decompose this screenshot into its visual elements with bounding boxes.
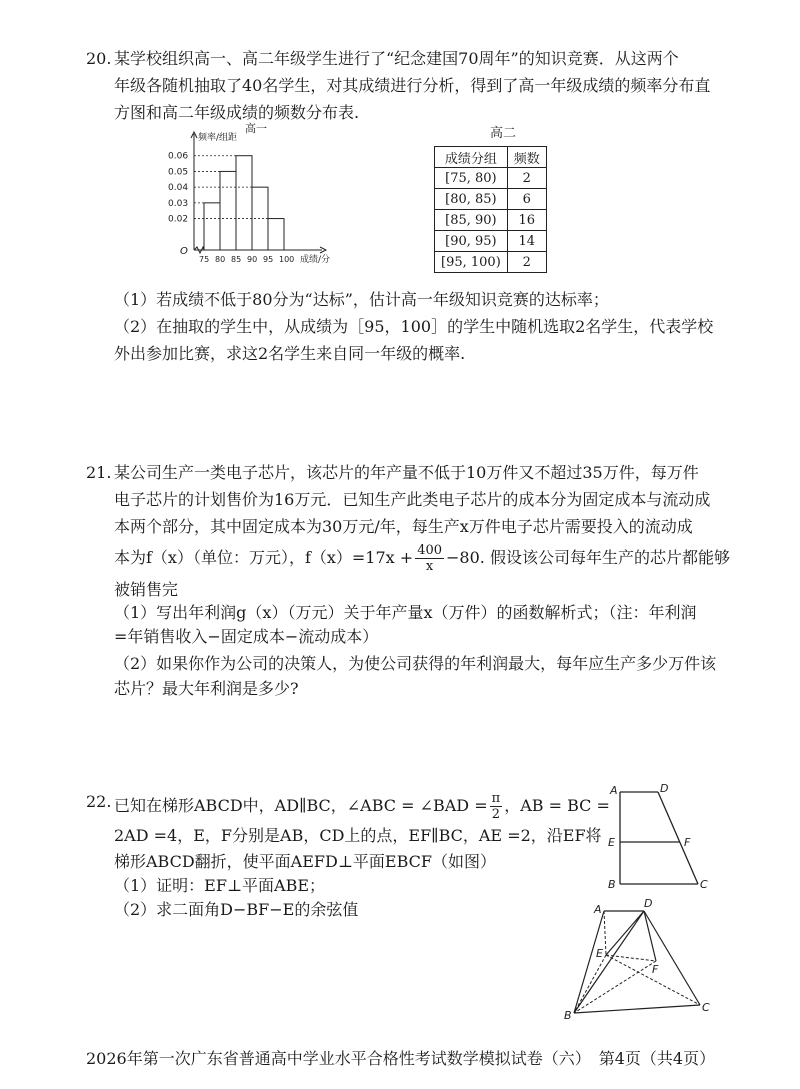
- y-tick-label: 0.03: [168, 198, 189, 209]
- label-B: B: [608, 878, 616, 890]
- q21-line-3: 本两个部分，其中固定成本为30万元/年，每生产x万件电子芯片需要投入的流动成: [114, 517, 693, 536]
- x-tick-label: 90: [247, 255, 258, 264]
- x-tick-label: 95: [263, 255, 274, 264]
- y-axis-label: 频率/组距: [198, 133, 238, 143]
- q22-frac-num: π: [491, 791, 501, 806]
- q20-line-2: 年级各随机抽取了40名学生，对其成绩进行分析，得到了高一年级成绩的频率分布直: [114, 76, 711, 95]
- label-E: E: [608, 836, 615, 849]
- q22-line-2: 2AD =4，E，F分别是AB，CD上的点，EF∥BC，AE =2，沿EF将: [114, 826, 602, 845]
- q21-sub2-line1: （2）如果你作为公司的决策人，为使公司获得的年利润最大，每年应生产多少万件该: [114, 654, 717, 673]
- q21-fraction: [415, 543, 444, 574]
- label-D: D: [644, 897, 653, 910]
- label-F: F: [684, 836, 691, 849]
- q20-number: 20.: [86, 49, 112, 68]
- edge-EB: [574, 955, 606, 1013]
- edge-AB: [574, 911, 604, 1013]
- edge-DC: [644, 911, 700, 1005]
- histogram-bar: [236, 156, 252, 250]
- q22-line-1: [114, 791, 610, 822]
- table-row: [435, 252, 547, 273]
- table-row: [435, 210, 547, 231]
- histogram-bar: [268, 219, 284, 250]
- q21-frac-num: 400: [417, 543, 443, 558]
- page-footer: 2026年第一次广东省普通高中学业水平合格性考试数学模拟试卷（六） 第4页（共4页）: [86, 1049, 716, 1068]
- q21-sub2-line2: 芯片？最大年利润是多少?: [114, 679, 299, 698]
- table-cell-group: [75, 80): [435, 168, 508, 189]
- table-cell-group: [90, 95): [435, 231, 508, 252]
- y-tick-label: 0.04: [168, 183, 189, 194]
- q22-frac-den: 2: [491, 807, 501, 822]
- q22-sub2: （2）求二面角D−BF−E的余弦值: [114, 900, 359, 919]
- q21-line4-part-a: 本为f（x）（单位：万元），f（x）=17x +: [114, 548, 414, 567]
- table-cell-group: [80, 85): [435, 189, 508, 210]
- q22-sub1: （1）证明：EF⊥平面ABE；: [114, 876, 326, 895]
- table-title: 高二: [490, 126, 517, 141]
- x-tick-label: 85: [231, 255, 242, 264]
- edge-FB: [574, 961, 656, 1013]
- label-A: A: [610, 784, 618, 797]
- table-cell-group: [95, 100): [435, 252, 508, 273]
- y-tick-label: 0.02: [168, 214, 189, 225]
- edge-DB: [574, 911, 644, 1013]
- q22-number: 22.: [86, 792, 112, 811]
- x-axis-label: 成绩/分: [300, 255, 331, 265]
- edge-DF: [644, 911, 656, 961]
- q20-sub1: （1）若成绩不低于80分为“达标”，估计高一年级知识竞赛的达标率；: [114, 290, 609, 309]
- q20-sub2-line1: （2）在抽取的学生中，从成绩为［95，100］的学生中随机选取2名学生，代表学校: [114, 317, 714, 336]
- label-D: D: [660, 782, 669, 795]
- q21-line-4: [114, 543, 730, 574]
- label-B: B: [564, 1009, 572, 1022]
- edge-EF: [606, 955, 656, 961]
- q20-sub2-line2: 外出参加比赛，求这2名学生来自同一年级的概率.: [114, 344, 466, 363]
- table-header-group: 成绩分组: [435, 147, 508, 168]
- table-cell-count: 16: [507, 210, 546, 231]
- q20-line-3: 方图和高二年级成绩的频数分布表.: [114, 103, 360, 122]
- label-C: C: [700, 878, 708, 890]
- q21-sub1-line1: （1）写出年利润g（x）（万元）关于年产量x（万件）的函数解析式；（注：年利润: [114, 603, 697, 622]
- q21-line4-part-b: −80. 假设该公司每年生产的芯片都能够: [446, 548, 730, 567]
- table-row: [435, 168, 547, 189]
- x-tick-label: 100: [279, 255, 295, 264]
- table-cell-count: 2: [507, 168, 546, 189]
- table-cell-count: 6: [507, 189, 546, 210]
- table-cell-group: [85, 90): [435, 210, 508, 231]
- x-tick-label: 80: [215, 255, 226, 264]
- frequency-table: [434, 146, 547, 273]
- x-tick-label: 75: [199, 255, 210, 264]
- edge-DE: [606, 911, 644, 955]
- label-C: C: [702, 1001, 710, 1014]
- label-F: F: [652, 963, 659, 976]
- table-row: [435, 189, 547, 210]
- y-tick-label: 0.06: [168, 151, 189, 162]
- q22-line-3: 梯形ABCD翻折，使平面AEFD⊥平面EBCF（如图）: [114, 852, 496, 871]
- histogram-chart: [160, 120, 360, 270]
- q21-line-2: 电子芯片的计划售价为16万元．已知生产此类电子芯片的成本分为固定成本与流动成: [114, 490, 711, 509]
- table-cell-count: 14: [507, 231, 546, 252]
- q22-line1-part-a: 已知在梯形ABCD中，AD∥BC，∠ABC = ∠BAD =: [114, 796, 488, 815]
- table-row: [435, 231, 547, 252]
- q22-fraction: [490, 791, 503, 822]
- folded-solid-figure: [560, 895, 720, 1025]
- q21-sub1-line2: =年销售收入−固定成本−流动成本）: [114, 627, 379, 646]
- histogram-bar: [220, 171, 236, 250]
- edge-AE: [604, 911, 606, 955]
- histogram-title: 高一: [245, 122, 267, 135]
- table-header-row: [435, 147, 547, 168]
- origin-label: O: [180, 246, 188, 257]
- edge-BC: [574, 1005, 700, 1013]
- q21-frac-den: x: [425, 559, 434, 574]
- histogram-bar: [204, 203, 220, 250]
- q21-number: 21.: [86, 463, 112, 482]
- label-E: E: [596, 947, 603, 960]
- table-cell-count: 2: [507, 252, 546, 273]
- q20-line-1: 某学校组织高一、高二年级学生进行了“纪念建国70周年”的知识竞赛．从这两个: [114, 49, 679, 68]
- edge-DC: [658, 792, 698, 884]
- y-tick-label: 0.05: [168, 167, 189, 178]
- trapezoid-figure: [600, 780, 720, 890]
- q21-line-5: 被销售完: [114, 580, 179, 599]
- q22-line1-part-b: ，AB = BC =: [504, 796, 610, 815]
- label-A: A: [594, 903, 602, 916]
- q21-line-1: 某公司生产一类电子芯片，该芯片的年产量不低于10万件又不超过35万件，每万件: [114, 463, 699, 482]
- table-header-count: 频数: [507, 147, 546, 168]
